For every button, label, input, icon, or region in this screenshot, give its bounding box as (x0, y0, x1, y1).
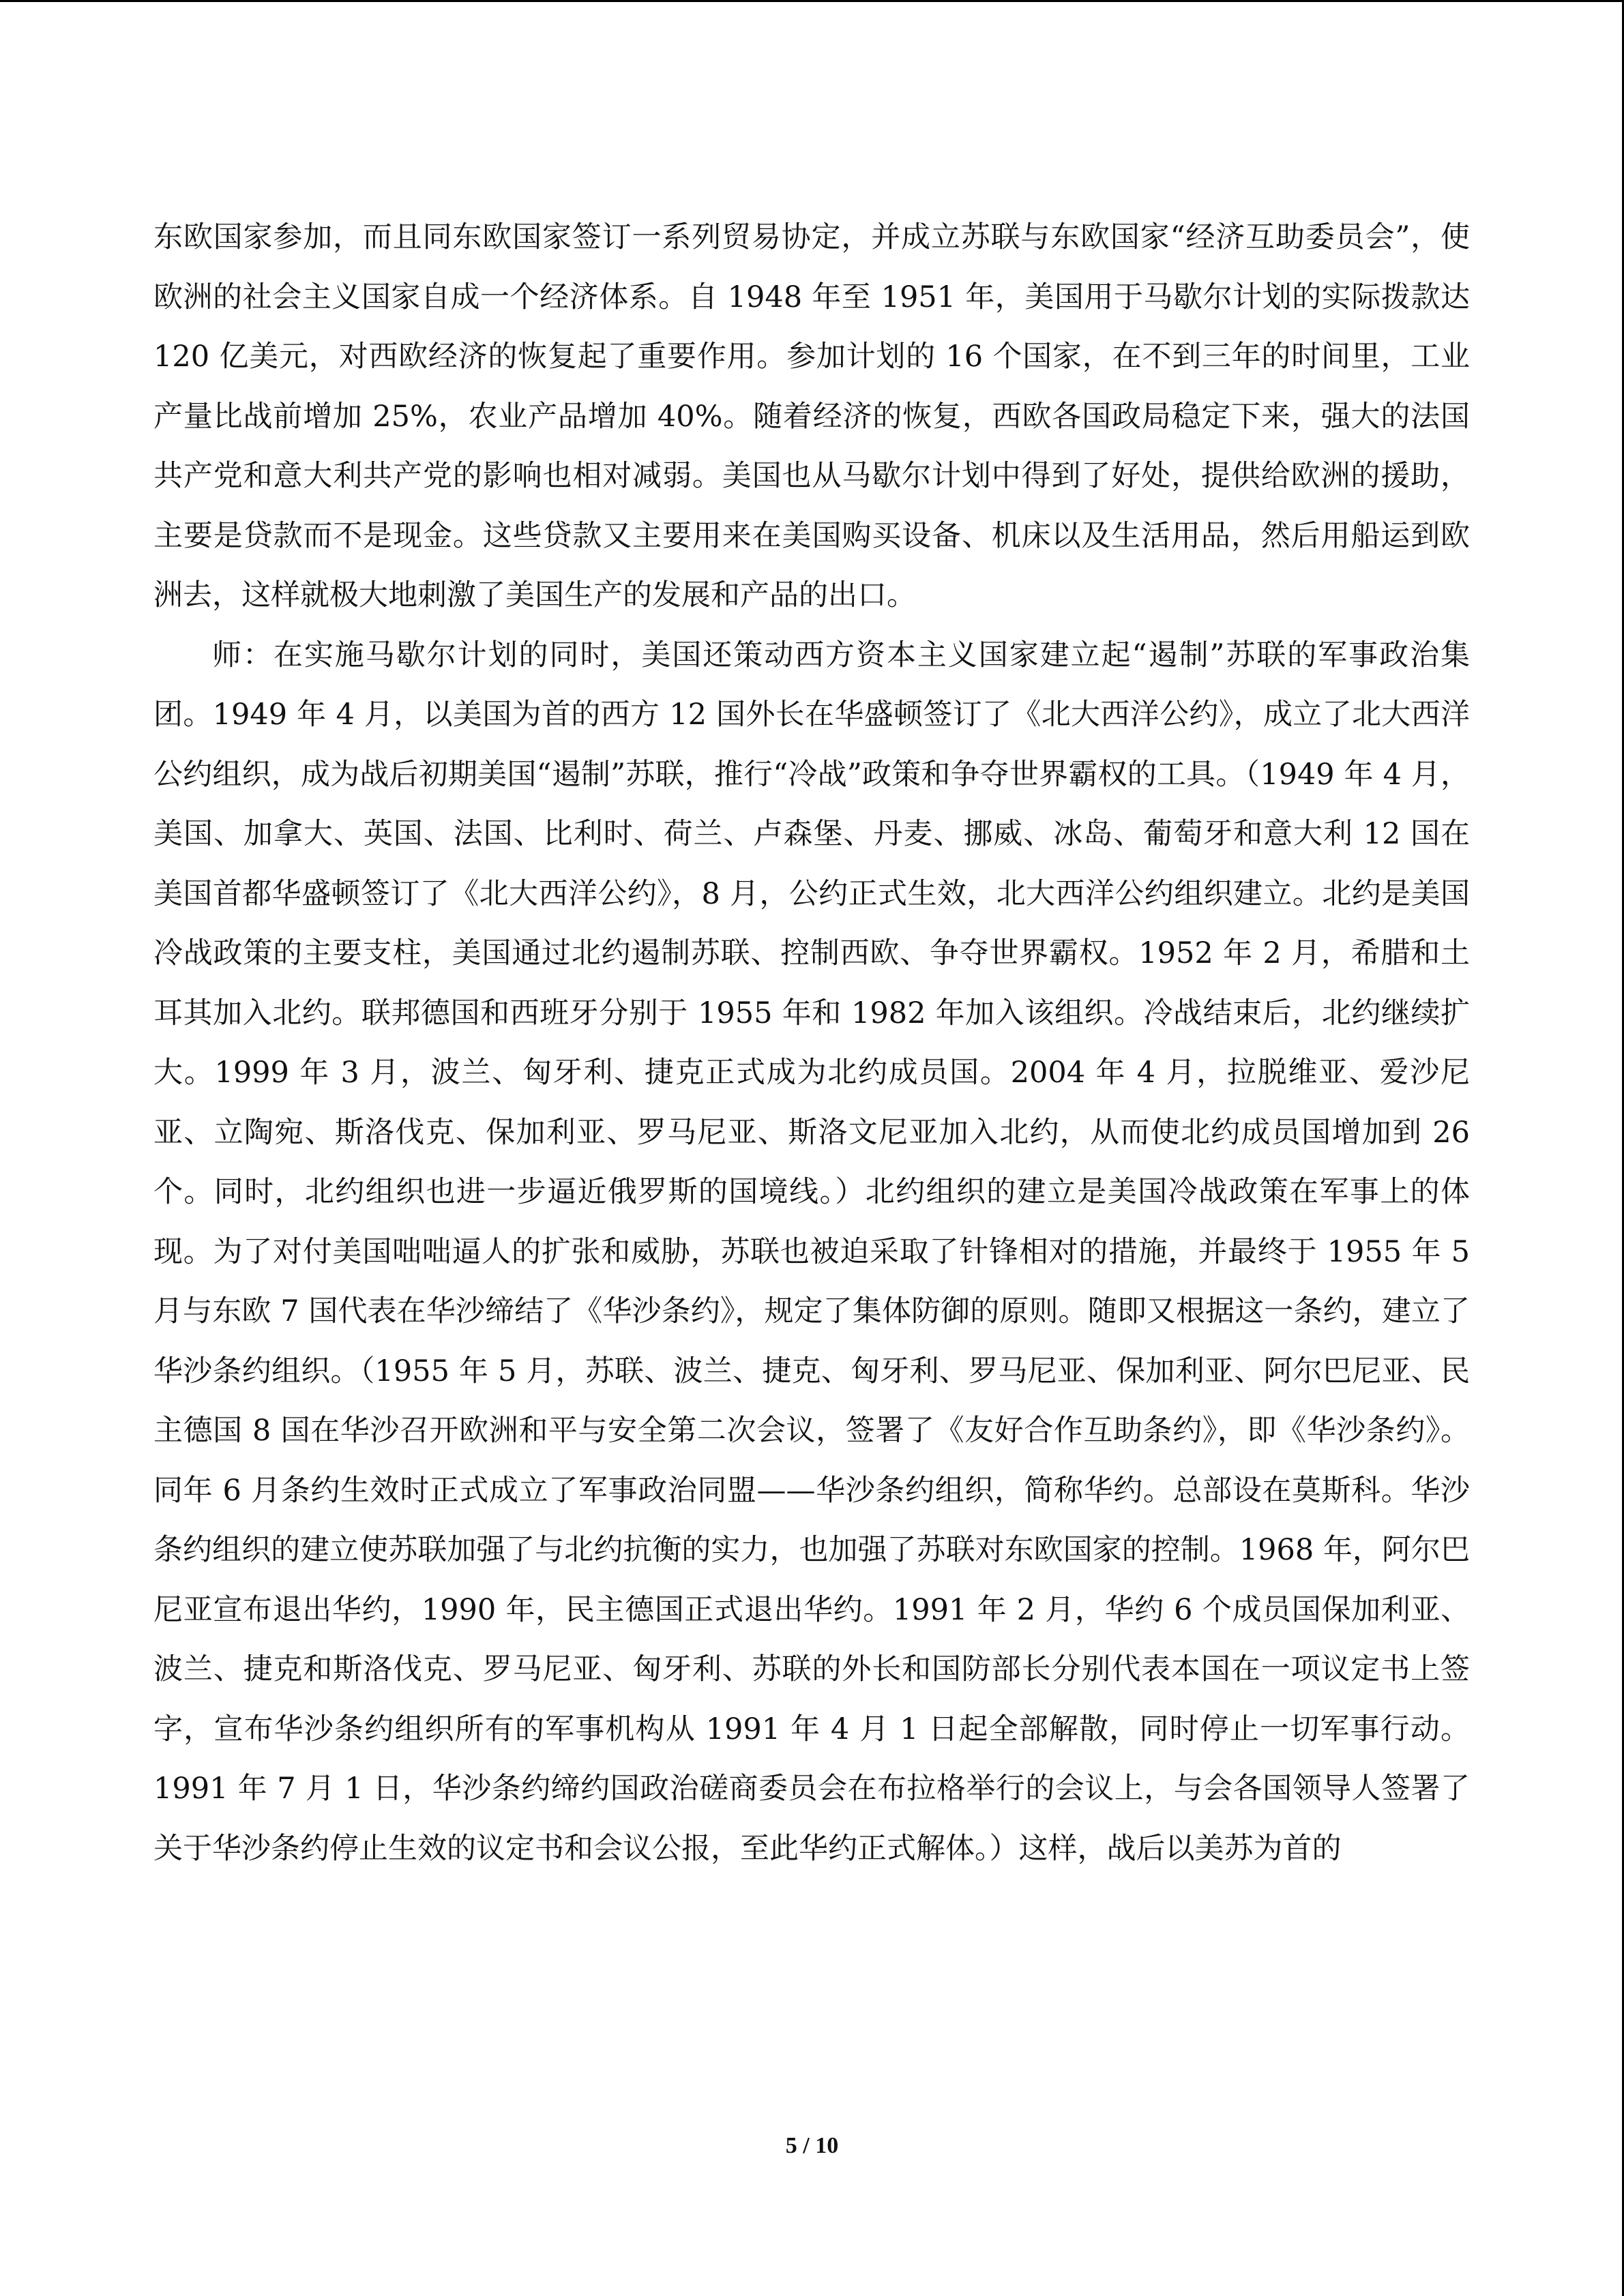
page-number: 5 / 10 (785, 2133, 839, 2158)
paragraph-nato-warsaw-pact: 师：在实施马歇尔计划的同时，美国还策动西方资本主义国家建立起“遏制”苏联的军事政治集团。1949 年 4 月，以美国为首的西方 12 国外长在华盛顿签订了《北大西洋公约》，成立了北大西洋公约组织，成为战后初期美国“遏制”苏联，推行“冷战”政策和争夺世界霸权的工具。（1949 年 4 月，美国、加拿大、英国、法国、比利时、荷兰、卢森堡、丹麦、挪威、冰岛、葡萄牙和意大利 12 国在美国首都华盛顿签订了《北大西洋公约》，8 月，公约正式生效，北大西洋公约组织建立。北约是美国冷战政策的主要支柱，美国通过北约遏制苏联、控制西欧、争夺世界霸权。1952 年 2 月，希腊和土耳其加入北约。联邦德国和西班牙分别于 1955 年和 1982 年加入该组织。冷战结束后，北约继续扩大。1999 年 3 月，波兰、匈牙利、捷克正式成为北约成员国。2004 年 4 月，拉脱维亚、爱沙尼亚、立陶宛、斯洛伐克、保加利亚、罗马尼亚、斯洛文尼亚加入北约，从而使北约成员国增加到 26 个。同时，北约组织也进一步逼近俄罗斯的国境线。）北约组织的建立是美国冷战政策在军事上的体现。为了对付美国咄咄逼人的扩张和威胁，苏联也被迫采取了针锋相对的措施，并最终于 1955 年 5 月与东欧 7 国代表在华沙缔结了《华沙条约》，规定了集体防御的原则。随即又根据这一条约，建立了华沙条约组织。（1955 年 5 月，苏联、波兰、捷克、匈牙利、罗马尼亚、保加利亚、阿尔巴尼亚、民主德国 8 国在华沙召开欧洲和平与安全第二次会议，签署了《友好合作互助条约》，即《华沙条约》。同年 6 月条约生效时正式成立了军事政治同盟——华沙条约组织，简称华约。总部设在莫斯科。华沙条约组织的建立使苏联加强了与北约抗衡的实力，也加强了苏联对东欧国家的控制。1968 年，阿尔巴尼亚宣布退出华约，1990 年，民主德国正式退出华约。1991 年 2 月，华约 6 个成员国保加利亚、波兰、捷克和斯洛伐克、罗马尼亚、匈牙利、苏联的外长和国防部长分别代表本国在一项议定书上签字，宣布华沙条约组织所有的军事机构从 1991 年 4 月 1 日起全部解散，同时停止一切军事行动。1991 年 7 月 1 日，华沙条约缔约国政治磋商委员会在布拉格举行的会议上，与会各国领导人签署了关于华沙条约停止生效的议定书和会议公报，至此华约正式解体。）这样，战后以美苏为首的 (153, 638, 1470, 1866)
top-border-line (0, 0, 1624, 2)
paragraph-marshall-plan: 东欧国家参加，而且同东欧国家签订一系列贸易协定，并成立苏联与东欧国家“经济互助委员会”，使欧洲的社会主义国家自成一个经济体系。自 1948 年至 1951 年，美国用于马歇尔计划的实际拨款达 120 亿美元，对西欧经济的恢复起了重要作用。参加计划的 16 个国家，在不到三年的时间里，工业产量比战前增加 25%，农业产品增加 40%。随着经济的恢复，西欧各国政局稳定下来，强大的法国共产党和意大利共产党的影响也相对减弱。美国也从马歇尔计划中得到了好处，提供给欧洲的援助，主要是贷款而不是现金。这些贷款又主要用来在美国购买设备、机床以及生活用品，然后用船运到欧洲去，这样就极大地刺激了美国生产的发展和产品的出口。 (153, 220, 1470, 612)
body-text (153, 208, 1470, 1879)
